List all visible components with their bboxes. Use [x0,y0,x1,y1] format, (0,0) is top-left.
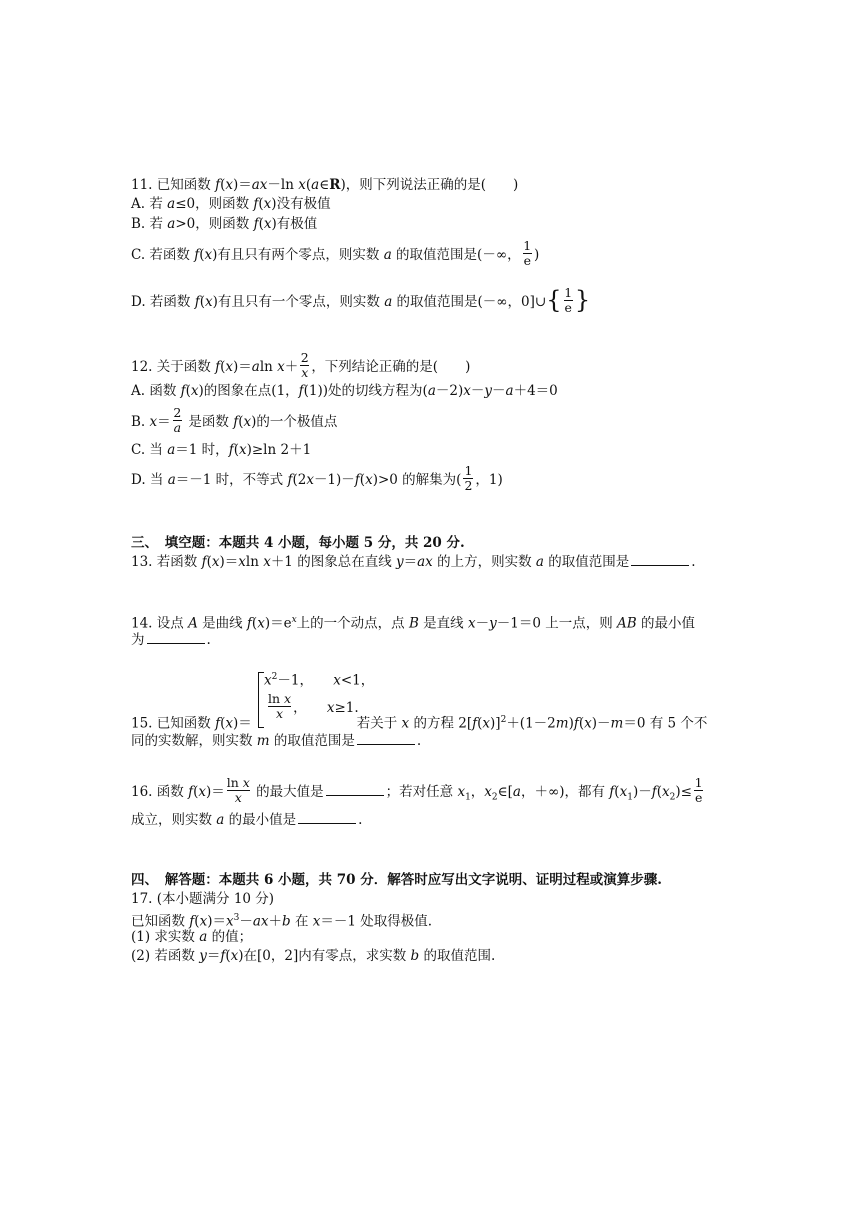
q14-line1: 14. 设点 A 是曲线 $f(x)=e^x$上的一个动点，点 B 是直线 x－y－1＝0 上一点，则 AB 的最小值 [131,615,695,632]
q11-option-a: A. 若 a≤0，则函数 f(x)没有极值 [131,196,331,212]
q17-title: 17. (本小题满分 10 分) [131,891,275,907]
q16-line1: 16. 函数 f(x)＝ $\frac{\text{ln x}}{x}$ 的最大值是 ；若对任意 $x_1$，$x_2\in[a$，＋∞)，都有 $f(x_1)-f(x_2)\le$ $\frac{1}{e}$ [131,775,703,805]
fraction-2-over-x: $\frac{2}{x}$ [300,350,309,380]
fraction-1-over-e: $\frac{1}{e}$ [694,775,703,805]
answer-blank[interactable] [326,783,384,796]
fraction-lnx-over-x: $\frac{\text{ln x}}{x}$ [226,775,250,805]
q11-option-d: D. 若函数 f(x)有且只有一个零点，则实数 a 的取值范围是(－∞，0]∪{ $\frac{1}{e}$ } [131,285,591,315]
q17-part-2: (2) 若函数 y＝f(x)在[0，2]内有零点，求实数 b 的取值范围. [131,948,496,964]
q11-option-c: C. 若函数 f(x)有且只有两个零点，则实数 a 的取值范围是(－∞， $\frac{1}{e}$ ) [131,238,540,268]
answer-blank[interactable] [631,553,689,566]
q15-line1: 15. 已知函数 f(x)＝ 若关于 x 的方程 $2[f(x)]^2+(1-2m)f(x)-m=0$ 有 5 个不 [131,715,708,732]
q11-option-b: B. 若 a>0，则函数 f(x)有极值 [131,216,318,232]
fraction-1-over-e: $\frac{1}{e}$ [523,238,532,268]
q11-stem: 11. 已知函数 f(x)＝ax－ln x(a∈R)，则下列说法正确的是( ) [131,177,519,193]
q15-case-1: $x^2-1$， x<1， [264,672,375,689]
fraction-2-over-a: $\frac{2}{a}$ [173,405,182,435]
q17-stem: 已知函数 $f(x)=x^3-ax+b$ 在 x＝－1 处取得极值. [131,913,433,930]
q14-line2: 为 . [131,632,211,648]
q12-option-b: B. x＝ $\frac{2}{a}$ 是函数 f(x)的一个极值点 [131,405,338,435]
q16-line2: 成立，则实数 a 的最小值是 . [131,812,363,828]
section-4-heading: 四、 解答题：本题共 6 小题，共 70 分．解答时应写出文字说明、证明过程或演算步骤. [131,872,662,888]
q13: 13. 若函数 f(x)＝xln x＋1 的图象总在直线 y＝ax 的上方，则实数 a 的取值范围是 . [131,554,696,570]
q12-stem: 12. 关于函数 f(x)＝aln x＋ $\frac{2}{x}$ ，下列结论正确的是( ) [131,350,471,380]
answer-blank[interactable] [298,811,356,824]
section-3-heading: 三、 填空题：本题共 4 小题，每小题 5 分，共 20 分. [131,535,465,551]
fraction-lnx-over-x: $\frac{\text{ln x}}{x}$ [268,691,292,721]
fraction-1-over-e: $\frac{1}{e}$ [564,285,573,315]
q15-case-2: $\frac{\text{ln x}}{x}$ ， x≥1. [268,691,359,721]
q12-option-c: C. 当 a＝1 时，f(x)≥ln 2＋1 [131,442,312,458]
q12-option-a: A. 函数 f(x)的图象在点(1，f(1))处的切线方程为(a－2)x－y－a＋4＝0 [131,383,558,399]
answer-blank[interactable] [147,631,205,644]
q17-part-1: (1) 求实数 a 的值； [131,929,253,945]
answer-blank[interactable] [357,732,415,745]
fraction-1-over-2: $\frac{1}{2}$ [464,463,473,493]
q15-line2: 同的实数解，则实数 m 的取值范围是 . [131,733,422,749]
q12-option-d: D. 当 a＝－1 时，不等式 f(2x－1)－f(x)>0 的解集为( $\frac{1}{2}$ ，1) [131,463,503,493]
